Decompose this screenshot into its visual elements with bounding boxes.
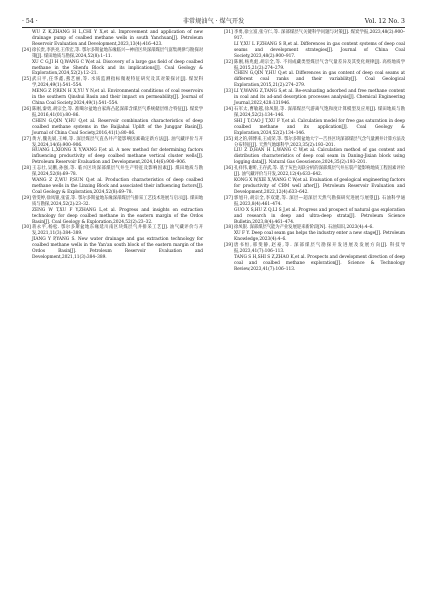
volume-issue: Vol. 12 No. 3 xyxy=(364,18,405,25)
reference-text: CHEN G,QIN Y,HU Q,et al. Differences in gas content of deep coal seams at different coal ranks and their variability[J]. Coal Geological Exploration,2015,21(2):274–279. xyxy=(234,71,405,89)
reference-entry xyxy=(22,89,203,107)
reference-entry xyxy=(22,119,203,137)
reference-entry xyxy=(22,208,203,226)
reference-text: 刘之的,韩博来,王成荣,等. 鄂尔多斯盆地大宁—吉县区块深部煤层气含气量测井计算方法及分布特征[J]. 天然气地球科学,2023,35(2):193–201. xyxy=(234,136,405,148)
reference-entry xyxy=(224,60,405,72)
reference-text: 孔祥伟,谢昕,王存武,等. 基于灰色关联分析的深部煤层气井压裂产能影响地质工程因素评价[J]. 油气藏评价与开发,2022,12(4):633–642. xyxy=(234,166,405,178)
reference-text: 徐长贵,李洪亮,王伟宏,等. 鄂尔多斯盆地东缘临兴—神府区块深部煤层气富集规律与勘探对策[J]. 煤田地质与勘探,2024,52(8):1–11. xyxy=(32,47,203,59)
reference-text: 陈刚,杨兆彪,胡宗全,等. 不同成藏类型煤层气含气量差异及其变化规律[J]. 高校地质学报,2015,21(2):274–279. xyxy=(234,59,405,71)
reference-text: MENG Z P,REN H X,YU Y N,et al. Environmental conditions of coal reservoirs in the southern Qinshui Basin and their impact on permeability[J]. Journal of China Coal Society,2024,49(1):541–554. xyxy=(32,89,203,107)
reference-entry xyxy=(22,77,203,89)
reference-entry xyxy=(22,107,203,119)
reference-entry xyxy=(22,60,203,78)
reference-text: XU F Y. Deep coal seam gas helps the industry enter a new stage[J]. Petroleum Knowledge,2023(4):4–6. xyxy=(234,231,405,243)
reference-text: LI Y,WANG Z,TANG S,et al. Re-evaluating adsorbed and free methane content in coal and its ad-and desorption processes analysis[J]. Chemical Engineering Journal,2022,428:131946. xyxy=(234,89,405,107)
reference-text: SHI J T,CAO J T,XU F Y,et al. Calculation model for free gas saturation in deep coalbed methane and its application[J]. Coal Geology & Exploration,2024,52(2):134–146. xyxy=(234,118,405,136)
reference-number: [26] xyxy=(22,106,31,112)
reference-entry xyxy=(22,30,203,48)
reference-number: [37] xyxy=(224,195,233,201)
reference-text: WANG Z Z,WU P,SUN Q,et al. Production characteristics of deep coalbed methane wells in the Linxing Block and associated their influencing factors[J]. Coal Geology & Exploration,2024,52(8):69–78. xyxy=(32,178,203,195)
references-right-column xyxy=(224,30,405,273)
reference-text: 唐书恒,邢斐静,赵豪,等. 深部煤层气勘探开发进展及发展方向[J]. 科技导报,2023,41(7):106–113. xyxy=(234,243,405,255)
reference-number: [24] xyxy=(22,47,31,53)
reference-entry xyxy=(22,166,203,178)
reference-number: [32] xyxy=(224,59,233,65)
reference-entry xyxy=(22,48,203,60)
reference-text: LIU Z D,HAN H L,WANG C W,et al. Calculation method of gas content and distribution characteristics of deep coal seam in Daning-Jixian block using logging data[J]. Natural Gas Geoscience,2024,35(2):193–201. xyxy=(234,148,405,166)
reference-text: 王志壮,吴鹏,孙强,等. 临兴区块深部煤层气井生产特征及影响因素[J]. 煤田地质与勘探,2024,52(8):69–78. xyxy=(32,166,203,178)
reference-text: XU C G,JI H Q,WANG C W,et al. Discovery of a large gas field of deep coalbed methane in the Shenfu Block and its implications[J]. Coal Geology & Exploration,2024,52(2):12–21. xyxy=(32,59,203,77)
reference-entry xyxy=(22,196,203,208)
reference-entry xyxy=(224,231,405,243)
reference-text: GUO X S,HU Z Q,LI S J,et al. Progress and prospect of natural gas exploration and research in deep and ultra-deep strata[J]. Petroleum Science Bulletin,2023,8(4):461–474. xyxy=(234,207,405,225)
reference-number: [36] xyxy=(224,166,233,172)
reference-text: 陈刚,秦勇,胡宗全,等. 准噶尔盆地白家海凸起深部含煤层气系统储层组合特征[J]. 煤炭学报,2016,41(01):80–86. xyxy=(32,106,203,118)
reference-entry xyxy=(224,148,405,166)
reference-number: [38] xyxy=(224,225,233,231)
reference-text: 李勇,徐立富,张守仁,等. 深部煤层气关键科学问题与对策[J]. 煤炭学报,2023,48(2):900–917. xyxy=(234,30,405,41)
reference-number: [30] xyxy=(22,225,31,231)
reference-entry xyxy=(22,178,203,196)
running-header xyxy=(22,16,405,28)
reference-entry xyxy=(224,42,405,60)
reference-number: [35] xyxy=(224,136,233,142)
reference-number: [27] xyxy=(22,136,31,142)
journal-title: 非常规油气 · 煤气开发 xyxy=(182,18,245,25)
reference-entry xyxy=(224,107,405,119)
reference-number: [29] xyxy=(22,195,31,201)
reference-entry xyxy=(224,89,405,107)
reference-number: [34] xyxy=(224,106,233,112)
reference-entry xyxy=(22,225,203,237)
reference-text: 郭旭升,胡宗全,李双建,等. 深层—超深层天然气勘探研究进展与展望[J]. 石油科学通报,2023,8(4):461–474. xyxy=(234,195,405,207)
reference-text: 黄方,魏先斌,王峰,等. 深层煤层气直丛井产能影响因素确定新方法[J]. 油气藏评价与开发,2024,14(6):900–906. xyxy=(32,136,203,148)
reference-number: [28] xyxy=(22,166,31,172)
reference-number: [39] xyxy=(224,243,233,249)
reference-entry xyxy=(224,166,405,178)
reference-number: [25] xyxy=(22,77,31,83)
reference-entry xyxy=(224,208,405,226)
reference-entry xyxy=(22,148,203,166)
reference-text: 蒋永平,杨松. 鄂尔多斯盆地东缘延川南区块煤层气井排采工艺[J]. 油气藏评价与开发,2021,11(3):384–389. xyxy=(32,225,203,237)
reference-text: 石军太,曹敏越,徐凤银,等. 深部煤层气游离气饱和度计算模型及应用[J]. 煤田地质与勘探,2024,52(2):134–146. xyxy=(234,106,405,118)
reference-entry xyxy=(224,30,405,42)
reference-text: 徐凤银. 深部煤层气能为产业发展迎来新阶段[N]. 石油知识,2023(4):4–6. xyxy=(234,225,374,231)
reference-entry xyxy=(224,119,405,137)
reference-text: JIANG Y P,YANG S. New water drainage and gas extraction technology for coalbed methane wells in the Yan'an south block of the eastern margin of the Ordos Basin[J]. Petroleum Reservoir Evaluation and Development,2021,11(3):384–389. xyxy=(32,237,203,261)
references-left-column xyxy=(22,30,203,261)
reference-text: KONG X W,XIE X,WANG C W,et al. Evaluation of geological engineering factors for productivity of CBM well after[J]. Petroleum Reservoir Evaluation and Development,2022,12(4):633–642. xyxy=(234,178,405,195)
reference-entry xyxy=(22,237,203,261)
reference-text: CHEN G,QIN Y,HU Q,et al. Reservoir combination characteristics of deep coalbed methane systems in the Baijiahai Uplift of the Junggar Basin[J]. Journal of China Coal Society,2016,41(1):80–86. xyxy=(32,118,203,136)
page-number: · 54 · xyxy=(22,18,38,25)
reference-number: [31] xyxy=(224,30,233,35)
reference-entry xyxy=(224,196,405,208)
reference-text: HUANG L,XIONG X Y,WANG F,et al. A new method for determining factors influencing productivity of deep coalbed methane vertical cluster wells[J]. Petroleum Reservoir Evaluation and Development,2024,14(6):900–906. xyxy=(32,148,203,166)
reference-entry xyxy=(224,255,405,273)
reference-entry xyxy=(224,243,405,255)
reference-text: TANG S H,SHI S Z,ZHAO K,et al. Prospects and development direction of deep coal and coalbed methane exploration[J]. Science & Technology Review,2023,41(7):106–113. xyxy=(234,255,405,272)
reference-text: 武日平,任华鑫,燕艺丽,等. 水质监测指标微观特征研究及其对策探讨[J]. 煤炭科学,2024,49(1):541–554. xyxy=(32,77,203,89)
reference-text: ZENG W T,XU F Y,ZHANG L,et al. Progress and insights on extraction technology for deep coalbed methane in the eastern margin of the Ordos Basin[J]. Coal Geology & Exploration,2024,52(2):23–32. xyxy=(32,207,203,225)
reference-entry xyxy=(224,178,405,196)
reference-entry xyxy=(224,71,405,89)
reference-text: LI Y,XU L F,ZHANG S R,et al. Differences in gas content systems of deep coal seams and development strategies[J]. Journal of China Coal Society,2023,48(2):900–917. xyxy=(234,41,405,59)
reference-text: WU Z K,ZHANG H L,CHI Y X,et al. Improvement and application of new drainage pump of coalbed methane wells in south Yanchuan[J]. Petroleum Reservoir Evaluation and Development,2023,13(4):416–423. xyxy=(32,30,203,47)
reference-text: 曾雯婷,徐凤银,张雷,等. 鄂尔多斯盆地东缘深部煤层气排采工艺技术进展与启示[J]. 煤田地质与勘探,2024,52(2):23–32. xyxy=(32,195,203,207)
reference-entry xyxy=(22,137,203,149)
reference-number: [33] xyxy=(224,89,233,95)
reference-entry xyxy=(224,137,405,149)
